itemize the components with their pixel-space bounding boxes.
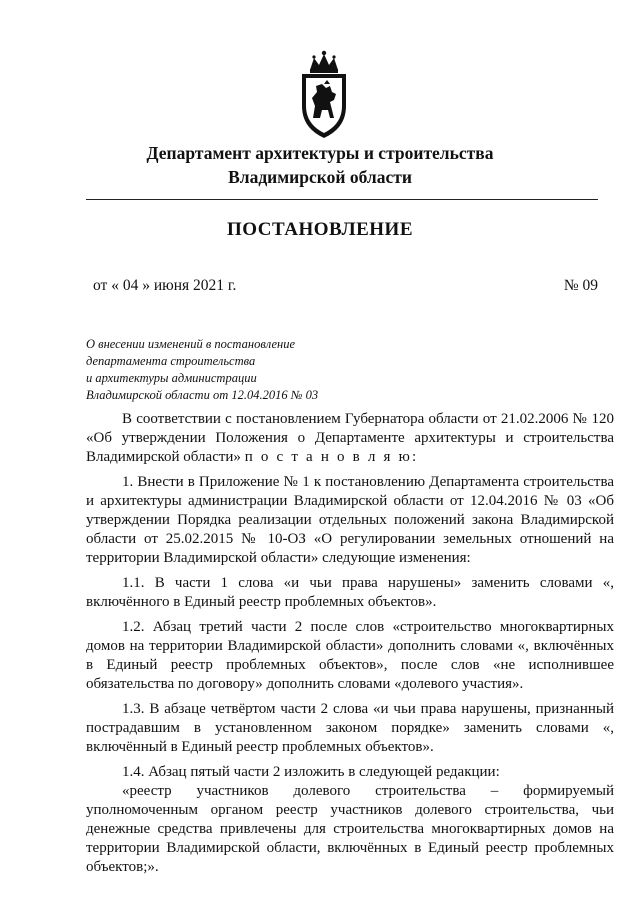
document-subject	[86, 336, 386, 404]
preamble-text: В соответствии с постановлением Губернатора области от 21.02.2006 № 120 «Об утверждении Положения о Департаменте архитектуры и строительства Владимирской области»	[86, 411, 614, 465]
subject-line: департамента строительства	[86, 354, 256, 368]
item-1-3-paragraph: 1.3. В абзаце четвёртом части 2 слова «и чьи права нарушены, признанный пострадавшим в установленном законом порядке» заменить словами «, включённый в Единый реестр проблемных объектов».	[86, 701, 614, 755]
preamble-paragraph	[86, 410, 614, 467]
document-type-title: ПОСТАНОВЛЕНИЕ	[226, 219, 414, 240]
subject-line: и архитектуры администрации	[86, 371, 257, 385]
item-1-paragraph: 1. Внести в Приложение № 1 к постановлению Департамента строительства и архитектуры администрации Владимирской области от 12.04.2016 № 03 «Об утверждении Порядка реализации отдельных положений закона Владимирской области от 25.02.2015 № 10-ОЗ «О регулировании земельных отношений на территории Владимирской области» следующие изменения:	[86, 474, 614, 566]
subject-line: О внесении изменений в постановление	[86, 337, 296, 351]
department-name-line2: Владимирской области	[228, 167, 412, 187]
item-1-1-paragraph: 1.1. В части 1 слова «и чьи права нарушены» заменить словами «, включённого в Единый реестр проблемных объектов».	[86, 575, 614, 610]
department-name	[0, 141, 640, 189]
header-divider	[86, 199, 598, 200]
coat-of-arms-icon	[296, 48, 352, 140]
item-1-4-paragraph: 1.4. Абзац пятый части 2 изложить в следующей редакции:	[122, 764, 500, 780]
document-date: от « 04 » июня 2021 г.	[93, 277, 237, 294]
document-number: № 09	[563, 277, 598, 294]
department-name-line1: Департамент архитектуры и строительства	[146, 143, 494, 163]
subject-line: Владимирской области от 12.04.2016 № 03	[86, 388, 319, 402]
decree-word: п о с т а н о в л я ю:	[244, 449, 419, 465]
document-body	[86, 410, 614, 883]
item-1-4-quote-paragraph: «реестр участников долевого строительства – формируемый уполномоченным органом реестр участников долевого строительства, чьи денежные средства привлечены для строительства многоквартирных домов на территории Владимирской области, включённых в Единый реестр проблемных объектов;».	[86, 783, 614, 875]
item-1-2-paragraph: 1.2. Абзац третий части 2 после слов «строительство многоквартирных домов на территории Владимирской области» дополнить словами «, включённых в Единый реестр проблемных объектов», после слов «не исполнившее обязательства по договору» дополнить словами «долевого участия».	[86, 619, 614, 692]
